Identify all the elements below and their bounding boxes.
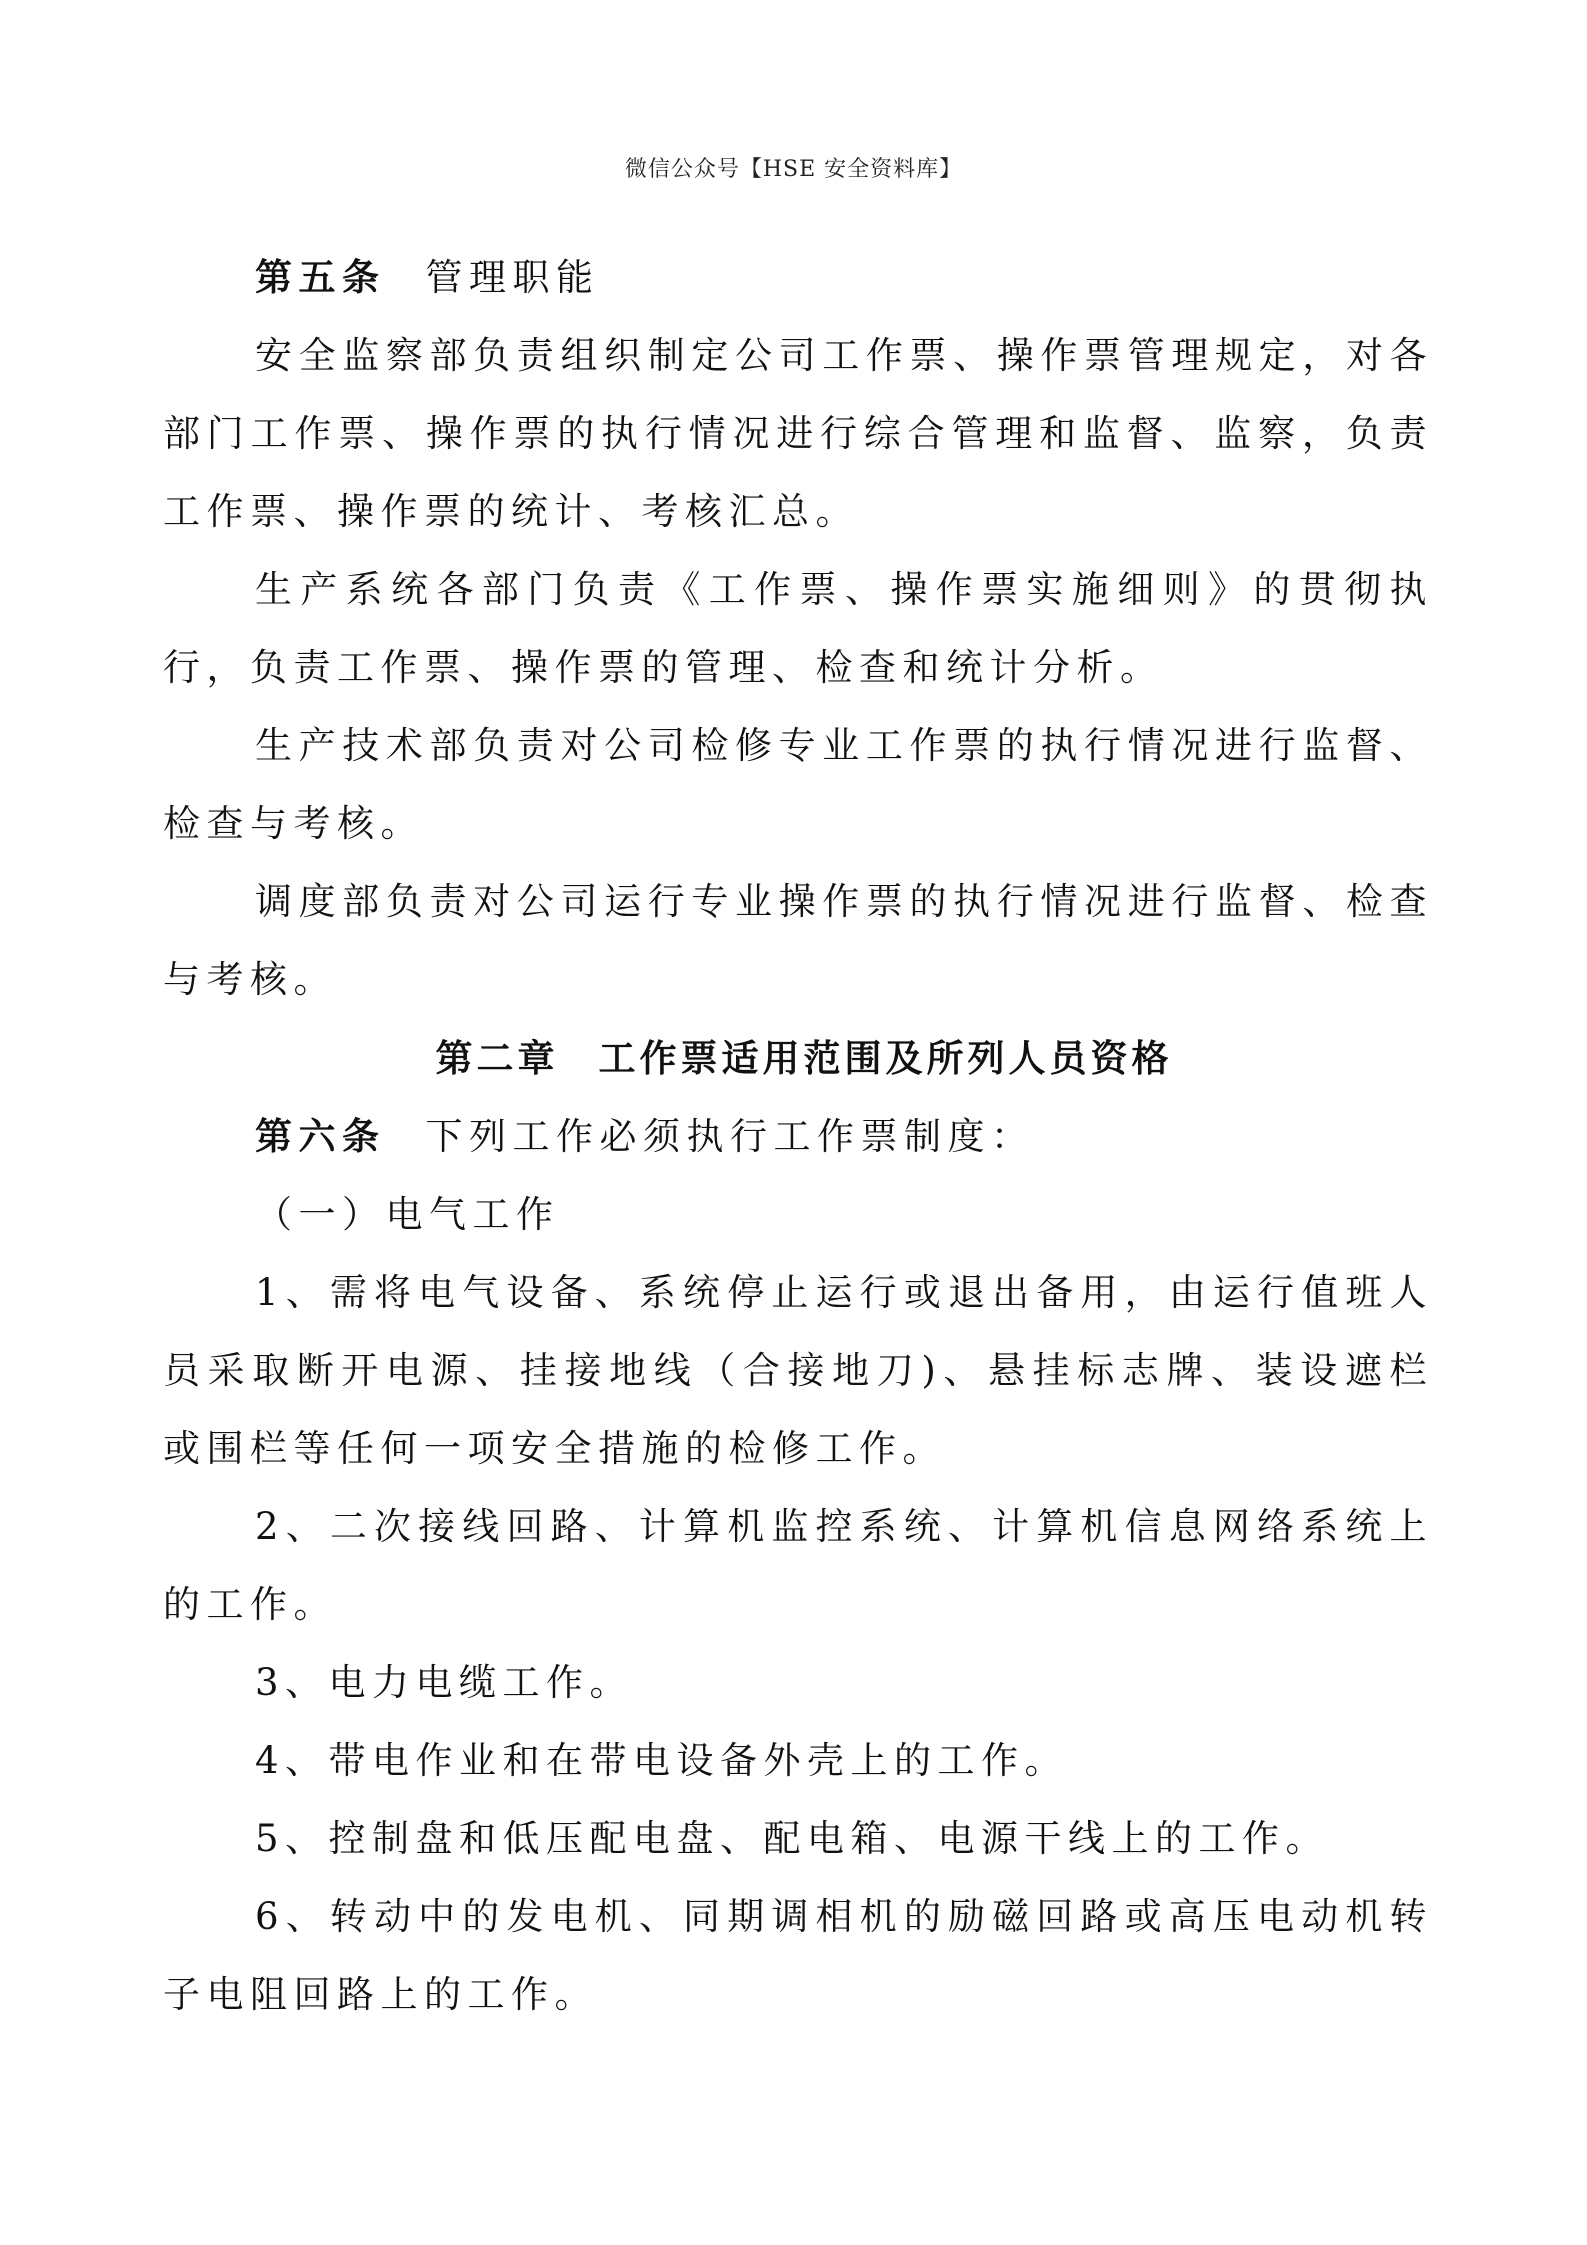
article-5-paragraph-4: 调度部负责对公司运行专业操作票的执行情况进行监督、检查与考核。 [163, 880, 1433, 1001]
article-5-paragraph-1: 安全监察部负责组织制定公司工作票、操作票管理规定，对各部门工作票、操作票的执行情况进行综合管理和监督、监察，负责工作票、操作票的统计、考核汇总。 [163, 334, 1433, 533]
article-5-paragraph-2: 生产系统各部门负责《工作票、操作票实施细则》的贯彻执行，负责工作票、操作票的管理、检查和统计分析。 [163, 568, 1433, 689]
article-5-title: 管理职能 [425, 256, 600, 299]
chapter-2-title: 工作票适用范围及所列人员资格 [598, 1036, 1173, 1080]
article-6-heading [163, 1097, 1433, 1176]
list-item-3: 3、电力电缆工作。 [255, 1661, 634, 1704]
article-5-heading [163, 238, 1433, 317]
section-electrical-work: （一）电气工作 [255, 1193, 560, 1236]
list-item-5: 5、控制盘和低压配电盘、配电箱、电源干线上的工作。 [255, 1817, 1330, 1860]
list-item-4: 4、带电作业和在带电设备外壳上的工作。 [255, 1739, 1069, 1782]
chapter-2-heading [163, 1019, 1433, 1097]
document-body [163, 238, 1433, 2034]
page-header: 微信公众号【HSE 安全资料库】 [624, 157, 963, 182]
article-6-number: 第六条 [255, 1114, 386, 1158]
article-6-title: 下列工作必须执行工作票制度： [425, 1115, 1035, 1158]
list-item-2: 2、二次接线回路、计算机监控系统、计算机信息网络系统上的工作。 [163, 1505, 1433, 1626]
list-item-6: 6、转动中的发电机、同期调相机的励磁回路或高压电动机转子电阻回路上的工作。 [163, 1895, 1433, 2016]
article-5-paragraph-3: 生产技术部负责对公司检修专业工作票的执行情况进行监督、检查与考核。 [163, 724, 1433, 845]
list-item-1: 1、需将电气设备、系统停止运行或退出备用，由运行值班人员采取断开电源、挂接地线（合接地刀)、悬挂标志牌、装设遮栏或围栏等任何一项安全措施的检修工作。 [163, 1271, 1433, 1470]
chapter-2-number: 第二章 [435, 1036, 559, 1080]
article-5-number: 第五条 [255, 255, 386, 299]
